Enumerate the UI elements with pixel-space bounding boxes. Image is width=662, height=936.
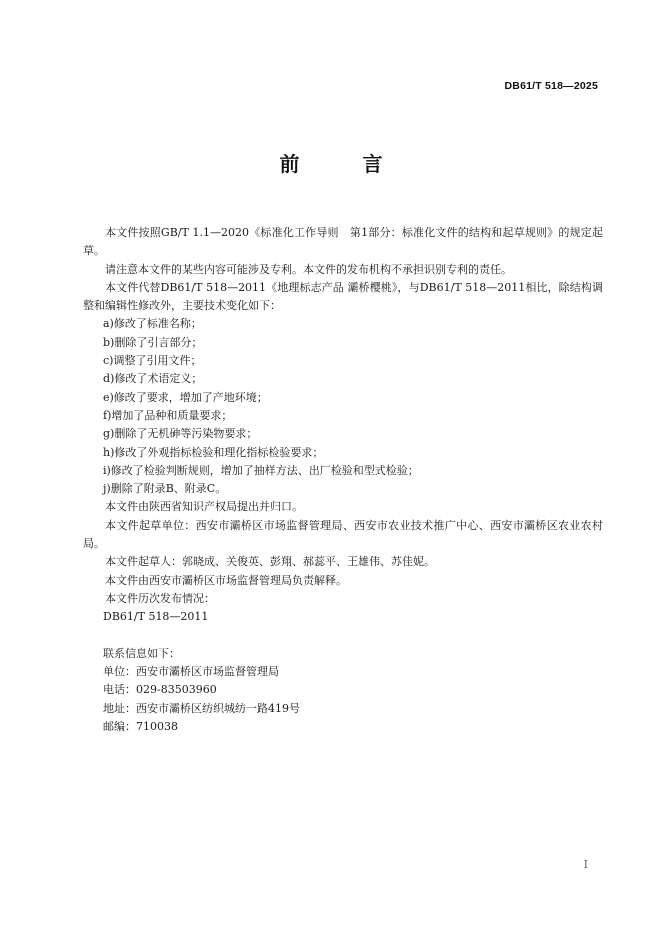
page-title: 前 言	[279, 152, 411, 176]
change-item: b)删除了引言部分；	[103, 335, 203, 349]
contact-block	[83, 645, 603, 736]
change-item: c)调整了引用文件；	[103, 354, 202, 368]
change-item: e)修改了要求，增加了产地环境；	[103, 390, 268, 404]
paragraph-drafting-basis: 本文件按照GB/T 1.1—2020《标准化工作导则 第1部分：标准化文件的结构和起草规则》的规定起草。	[83, 226, 603, 258]
history-entry: DB61/T 518—2011	[103, 610, 209, 624]
contact-address: 地址：西安市灞桥区纺织城纺一路419号	[103, 701, 300, 715]
contact-heading: 联系信息如下：	[103, 646, 180, 660]
change-item: f)增加了品种和质量要求；	[103, 408, 233, 422]
page-number: I	[583, 858, 588, 871]
paragraph-drafting-units: 本文件起草单位：西安市灞桥区市场监督管理局、西安市农业技术推广中心、西安市灞桥区农业农村局。	[83, 518, 603, 551]
foreword-body	[83, 224, 603, 736]
change-item: a)修改了标准名称；	[103, 317, 202, 331]
paragraph-replacement: 本文件代替DB61/T 518—2011《地理标志产品 灞桥樱桃》，与DB61/T 518—2011相比，除结构调整和编辑性修改外，主要技术变化如下：	[83, 280, 603, 313]
paragraph-drafters: 本文件起草人：郭晓成、关俊英、彭翔、郝蕊平、王雄伟、苏佳妮。	[105, 555, 435, 569]
paragraph-proposer: 本文件由陕西省知识产权局提出并归口。	[105, 500, 303, 514]
change-item: d)修改了术语定义；	[103, 372, 203, 386]
contact-postcode: 邮编：710038	[103, 720, 178, 734]
contact-unit: 单位：西安市灞桥区市场监督管理局	[103, 665, 279, 679]
paragraph-patent-notice: 请注意本文件的某些内容可能涉及专利。本文件的发布机构不承担识别专利的责任。	[105, 262, 512, 276]
paragraph-history-label: 本文件历次发布情况：	[105, 591, 215, 605]
change-item: g)删除了无机砷等污染物要求；	[103, 427, 258, 441]
blank-line	[83, 627, 603, 645]
contact-phone: 电话：029-83503960	[103, 683, 217, 697]
change-item: i)修改了检验判断规则，增加了抽样方法、出厂检验和型式检验；	[103, 463, 419, 477]
change-item: j)删除了附录B、附录C。	[103, 482, 227, 496]
paragraph-interpreter: 本文件由西安市灞桥区市场监督管理局负责解释。	[105, 573, 347, 587]
standard-number: DB61/T 518—2025	[504, 80, 598, 92]
change-item: h)修改了外观指标检验和理化指标检验要求；	[103, 445, 324, 459]
